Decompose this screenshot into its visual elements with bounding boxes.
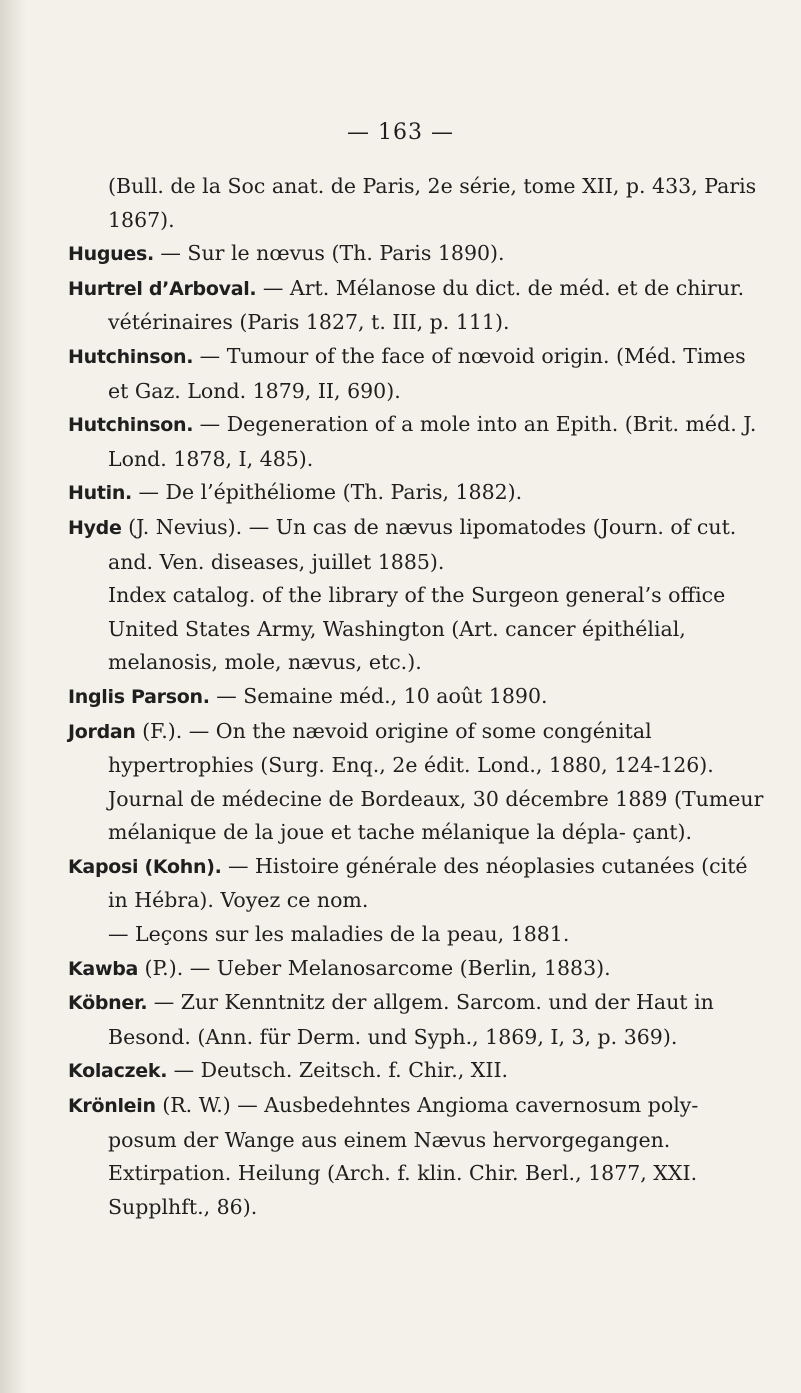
entry-text: — Tumour of the face of nœvoid origin. (Méd. Times et Gaz. Lond. 1879, II, 690). bbox=[108, 343, 746, 403]
entry-text: (P.). — Ueber Melanosarcome (Berlin, 1883). bbox=[138, 955, 611, 980]
entry-text: (F.). — On the nævoid origine of some congénital hypertrophies (Surg. Enq., 2e édit. Lond., 1880, 124-126). bbox=[108, 718, 714, 778]
bibliography-entry bbox=[68, 850, 768, 918]
entry-text: — Zur Kenntnitz der allgem. Sarcom. und der Haut in Besond. (Ann. für Derm. und Syph., 1869, I, 3, p. 369). bbox=[108, 990, 714, 1049]
page-number: — 163 — bbox=[347, 120, 454, 145]
entry-text: Index catalog. of the library of the Surgeon general’s office United States Army, Washington (Art. cancer épithélial, melanosis, mole, nævus, etc.). bbox=[108, 583, 726, 675]
entry-text: (J. Nevius). — Un cas de nævus lipomatodes (Journ. of cut. and. Ven. diseases, juillet 1885). bbox=[108, 514, 737, 574]
entry-text: — De l’épithéliome (Th. Paris, 1882). bbox=[131, 480, 523, 505]
bibliography-entry bbox=[68, 680, 768, 715]
bibliography-entry bbox=[68, 170, 768, 237]
entry-author: Hyde bbox=[68, 516, 122, 539]
entry-text: — Deutsch. Zeitsch. f. Chir., XII. bbox=[167, 1058, 509, 1083]
entry-author: Inglis Parson. bbox=[68, 685, 210, 708]
bibliography-entry bbox=[68, 237, 768, 272]
entry-text: (R. W.) — Ausbedehntes Angioma cavernosum poly- posum der Wange aus einem Nævus hervorgegangen. Extirpation. Heilung (Arch. f. klin. Chir. Berl., 1877, XXI. Supplhft., 86). bbox=[108, 1093, 699, 1219]
entry-author: Jordan bbox=[68, 720, 136, 743]
entry-author: Köbner. bbox=[68, 992, 148, 1015]
entry-text: — Sur le nœvus (Th. Paris 1890). bbox=[153, 241, 505, 266]
bibliography-list bbox=[68, 170, 768, 1224]
entry-author: Kawba bbox=[68, 957, 139, 980]
bibliography-entry bbox=[68, 579, 768, 680]
entry-text: (Bull. de la Soc anat. de Paris, 2e série, tome XII, p. 433, Paris 1867). bbox=[108, 174, 757, 232]
entry-text: — Semaine méd., 10 août 1890. bbox=[209, 683, 548, 708]
entry-author: Hutchinson. bbox=[68, 345, 194, 368]
entry-author: Hutchinson. bbox=[68, 414, 194, 437]
entry-text: — Leçons sur les maladies de la peau, 1881. bbox=[108, 922, 570, 947]
entry-author: Hurtrel d’Arboval. bbox=[68, 277, 257, 300]
bibliography-entry bbox=[68, 511, 768, 579]
bibliography-entry bbox=[68, 272, 768, 340]
entry-author: Kolaczek. bbox=[68, 1060, 168, 1083]
entry-author: Kaposi (Kohn). bbox=[68, 855, 222, 878]
page-margin-shadow bbox=[0, 0, 26, 1393]
bibliography-entry bbox=[68, 1054, 768, 1089]
entry-author: Hugues. bbox=[68, 243, 154, 266]
entry-text: — Art. Mélanose du dict. de méd. et de chirur. vétérinaires (Paris 1827, t. III, p. 111). bbox=[108, 275, 745, 335]
bibliography-entry bbox=[68, 918, 768, 952]
entry-text: — Histoire générale des néoplasies cutanées (cité in Hébra). Voyez ce nom. bbox=[108, 853, 748, 913]
entry-author: Krönlein bbox=[68, 1095, 156, 1118]
bibliography-entry bbox=[68, 952, 768, 987]
entry-text: — Degeneration of a mole into an Epith. (Brit. méd. J. Lond. 1878, I, 485). bbox=[108, 412, 757, 471]
bibliography-entry bbox=[68, 1089, 768, 1224]
bibliography-entry bbox=[68, 476, 768, 511]
bibliography-entry bbox=[68, 783, 768, 850]
bibliography-entry bbox=[68, 986, 768, 1054]
bibliography-entry bbox=[68, 340, 768, 408]
entry-author: Hutin. bbox=[68, 482, 132, 505]
bibliography-entry bbox=[68, 715, 768, 783]
entry-text: Journal de médecine de Bordeaux, 30 décembre 1889 (Tumeur mélanique de la joue et tache mélanique la dépla- çant). bbox=[108, 786, 764, 845]
bibliography-entry bbox=[68, 408, 768, 476]
